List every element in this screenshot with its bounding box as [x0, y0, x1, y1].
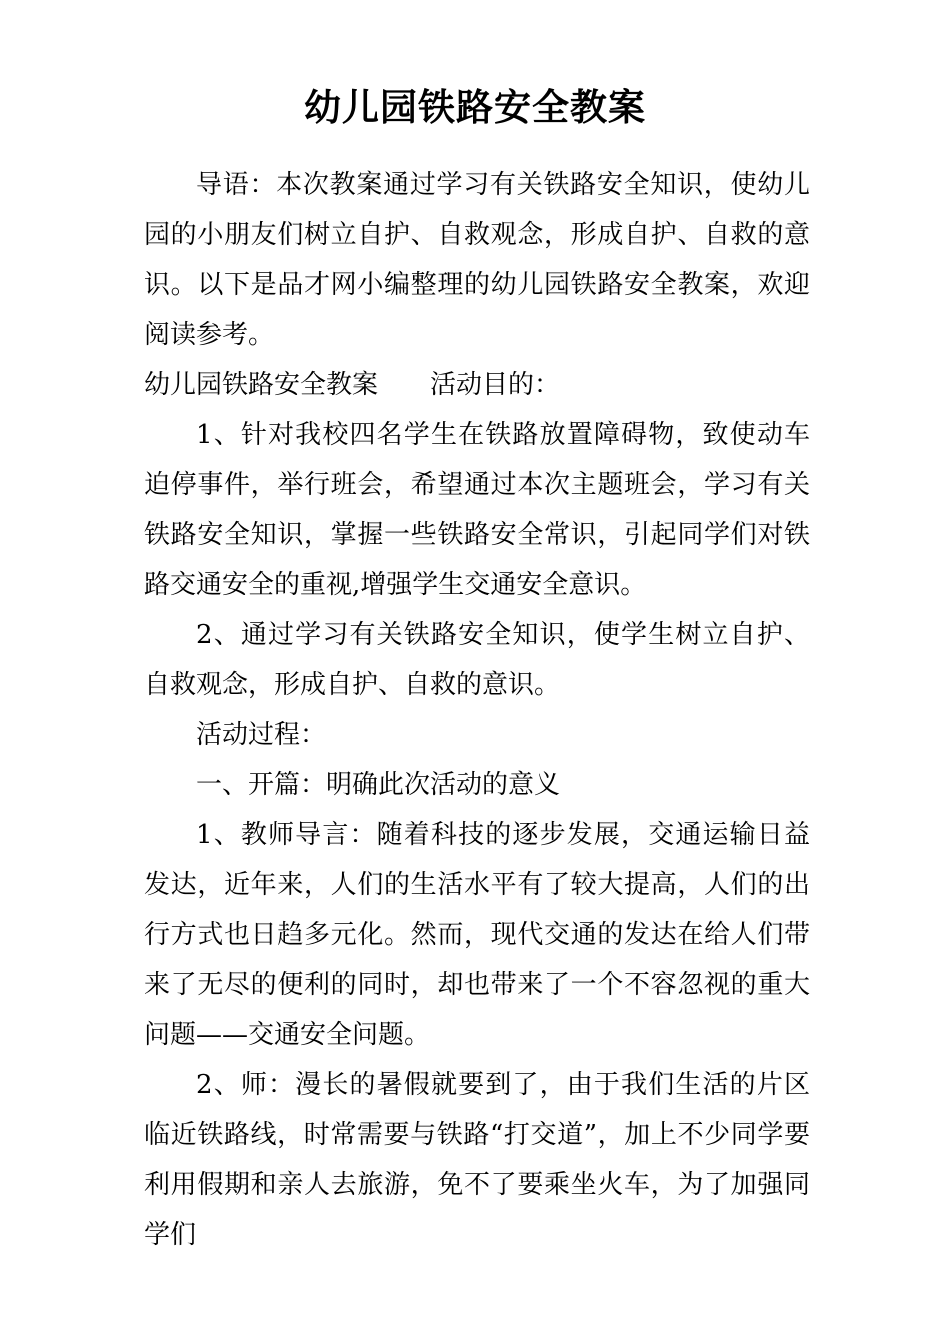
section-heading-line: [144, 360, 810, 410]
opening-heading: 一、开篇：明确此次活动的意义: [196, 770, 561, 800]
section-heading-right: 活动目的：: [430, 370, 561, 400]
objective-paragraph-2: 2、通过学习有关铁路安全知识，使学生树立自护、自救观念，形成自护、自救的意识。: [144, 620, 810, 700]
section-heading-left: 幼儿园铁路安全教案: [144, 370, 379, 400]
document-title: 幼儿园铁路安全教案: [304, 86, 646, 129]
process-heading: 活动过程：: [196, 720, 327, 750]
objective-paragraph-1: 1、针对我校四名学生在铁路放置障碍物，致使动车迫停事件，举行班会，希望通过本次主题班会，学习有关铁路安全知识，掌握一些铁路安全常识，引起同学们对铁路交通安全的重视,增强学生交通安全意识。: [144, 420, 810, 600]
document-body: [144, 160, 810, 1260]
intro-paragraph: 导语：本次教案通过学习有关铁路安全知识，使幼儿园的小朋友们树立自护、自救观念，形成自护、自救的意识。以下是品才网小编整理的幼儿园铁路安全教案，欢迎阅读参考。: [144, 170, 810, 350]
teacher-summer-paragraph: 2、师：漫长的暑假就要到了，由于我们生活的片区临近铁路线，时常需要与铁路“打交道”，加上不少同学要利用假期和亲人去旅游，免不了要乘坐火车，为了加强同学们: [144, 1070, 810, 1250]
teacher-intro-paragraph: 1、教师导言：随着科技的逐步发展，交通运输日益发达，近年来，人们的生活水平有了较大提高，人们的出行方式也日趋多元化。然而，现代交通的发达在给人们带来了无尽的便利的同时，却也带来了一个不容忽视的重大问题——交通安全问题。: [144, 820, 810, 1050]
